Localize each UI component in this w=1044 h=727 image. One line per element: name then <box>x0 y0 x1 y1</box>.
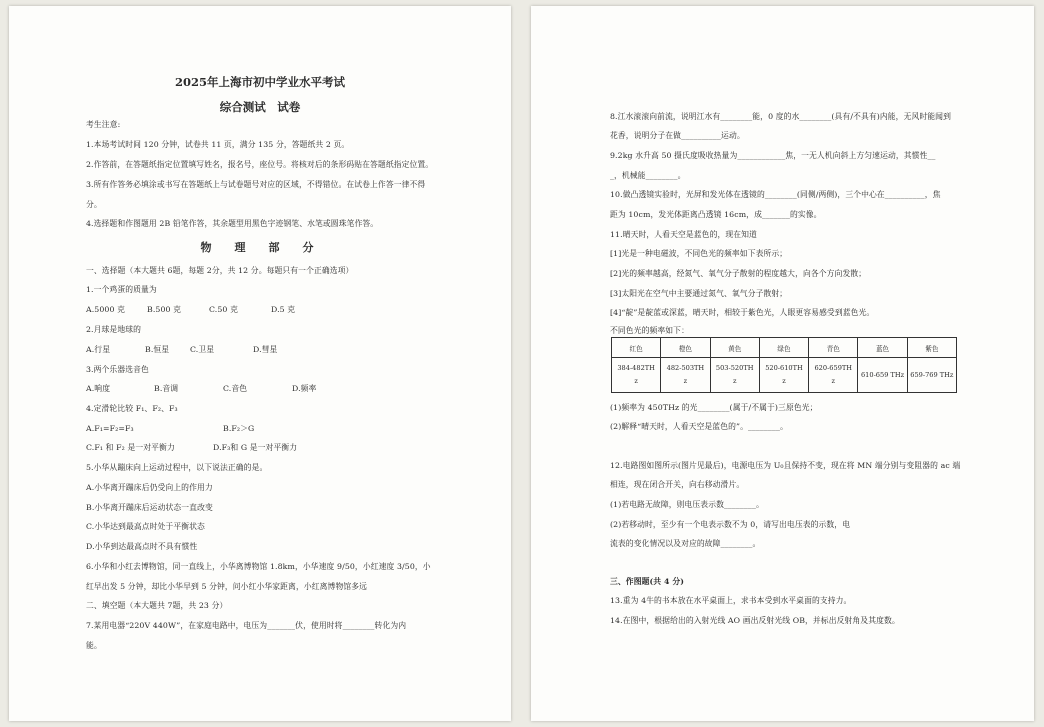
question-line: [4]“靛”是靛蓝或深蓝，晴天时，相较于紫色光，人眼更容易感受到蓝色光。 <box>610 308 875 317</box>
question-line: 相连，现在闭合开关，向右移动滑片。 <box>610 480 745 489</box>
question-line: 8.江水滚滚向前流，说明江水有________能，0 度的水________(具有/不具有)内能，无风时能闻到 <box>610 112 951 121</box>
option: B.音调 <box>154 384 179 393</box>
table-cell: 482-503TH z <box>661 358 710 393</box>
option: B.500 克 <box>147 305 182 314</box>
option: B.F₂＞G <box>223 424 255 433</box>
option: C.F₁ 和 F₂ 是一对平衡力 <box>86 443 175 452</box>
question-stem: 4.定滑轮比较 F₁、F₂、F₃ <box>86 404 178 413</box>
exam-title: 2025年上海市初中学业水平考试 <box>174 75 345 89</box>
table-header-cell: 青色 <box>809 338 858 358</box>
notice-header: 考生注意: <box>86 120 121 129</box>
question-line: 距为 10cm，发光体距离凸透镜 16cm，成_______的实像。 <box>610 210 822 219</box>
question-line: 花香，说明分子在做__________运动。 <box>610 131 745 140</box>
question-line: (2)解释“晴天时，人看天空是蓝色的”。________。 <box>610 422 788 431</box>
table-cell: 620-659TH z <box>809 358 858 393</box>
question-line: 12.电路图如图所示(图片见最后)，电源电压为 U₀且保持不变，现在将 MN 端分别与变阻器的 ac 端 <box>610 461 961 470</box>
question-line: [1]光是一种电磁波，不同色光的频率如下表所示； <box>610 249 788 258</box>
option: C.音色 <box>223 384 248 393</box>
option: D.彗星 <box>253 345 278 354</box>
exam-page-left <box>9 6 511 721</box>
question-line: 10.做凸透镜实验时，光屏和发光体在透镜的________(同侧/两侧)，三个中心在__________，焦 <box>610 190 941 199</box>
table-header-cell: 绿色 <box>759 338 808 358</box>
question-line: 11.晴天时，人看天空是蓝色的，现在知道 <box>610 230 757 239</box>
option: C.50 克 <box>209 305 238 314</box>
option: A.小华离开蹦床后仍受向上的作用力 <box>86 483 213 492</box>
option: C.卫星 <box>190 345 215 354</box>
question-line: (1)若电路无故障，则电压表示数________。 <box>610 500 764 509</box>
notice-line: 1.本场考试时间 120 分钟，试卷共 11 页，满分 135 分，答题纸共 2 页。 <box>86 140 350 149</box>
part2-header: 二、填空题（本大题共 7题，共 23 分） <box>86 601 228 610</box>
table-cell: 659-769 THz <box>907 358 956 393</box>
table-header-cell: 紫色 <box>907 338 956 358</box>
notice-line: 4.选择题和作图题用 2B 铅笔作答，其余题型用黑色字迹钢笔、水笔或圆珠笔作答。 <box>86 219 379 228</box>
option: B.小华离开蹦床后运动状态一直改变 <box>86 503 213 512</box>
question-stem: 1.一个鸡蛋的质量为 <box>86 285 157 294</box>
option: A.行星 <box>86 345 111 354</box>
question-stem: 5.小华从蹦床向上运动过程中，以下说法正确的是。 <box>86 463 268 472</box>
question-line: 13.重为 4牛的书本放在水平桌面上，求书本受到水平桌面的支持力。 <box>610 596 852 605</box>
exam-subtitle: 综合测试 试卷 <box>219 100 301 114</box>
question-line: (2)若移动时，至少有一个电表示数不为 0，请写出电压表的示数，电 <box>610 520 851 529</box>
part1-header: 一、选择题（本大题共 6题，每题 2分，共 12 分。每题只有一个正确选项） <box>86 266 354 275</box>
question-stem: 3.两个乐器选音色 <box>86 365 149 374</box>
question-line: [2]光的频率越高，经氮气、氧气分子散射的程度越大，向各个方向发散； <box>610 269 867 278</box>
table-cell: 610-659 THz <box>858 358 907 393</box>
exam-page-right <box>531 6 1034 721</box>
question-line: 能。 <box>86 641 102 650</box>
frequency-table <box>611 337 957 393</box>
notice-line: 2.作答前，在答题纸指定位置填写姓名，报名号，座位号。将核对后的条形码贴在答题纸指定位置。 <box>86 160 434 169</box>
question-line: 不同色光的频率如下： <box>610 326 689 335</box>
notice-line: 3.所有作答务必填涂或书写在答题纸上与试卷题号对应的区域，不得错位。在试卷上作答一律不得 <box>86 180 426 189</box>
section-title-physics: 物 理 部 分 <box>200 241 320 254</box>
option: A.5000 克 <box>86 305 126 314</box>
option: A.响度 <box>86 384 111 393</box>
question-line: 9.2kg 水升高 50 摄氏度吸收热量为____________焦，一无人机向斜上方匀速运动，其惯性__ <box>610 151 936 160</box>
table-cell: 503-520TH z <box>710 358 759 393</box>
question-line: [3]太阳光在空气中主要通过氮气、氧气分子散射； <box>610 289 788 298</box>
question-line: _，机械能________。 <box>610 171 686 180</box>
notice-line: 分。 <box>86 200 102 209</box>
option: C.小华达到最高点时处于平衡状态 <box>86 522 205 531</box>
question-line: 红早出发 5 分钟，却比小华早到 5 分钟，问小红小华家距离，小红离博物馆多远 <box>86 582 368 591</box>
question-line: 14.在图中，根据给出的入射光线 AO 画出反射光线 OB，并标出反射角及其度数。 <box>610 616 900 625</box>
option: D.5 克 <box>271 305 296 314</box>
table-header-cell: 蓝色 <box>858 338 907 358</box>
option: D.F₃和 G 是一对平衡力 <box>213 443 298 452</box>
question-line: (1)频率为 450THz 的光________(属于/不属于)三原色光； <box>610 403 818 412</box>
question-line: 6.小华和小红去博物馆，同一直线上，小华离博物馆 1.8km，小华速度 9/50，小红速度 3/50，小 <box>86 562 431 571</box>
table-header-cell: 黄色 <box>710 338 759 358</box>
option: D.小华到达最高点时不具有惯性 <box>86 542 198 551</box>
part3-header: 三、作图题(共 4 分) <box>610 577 685 586</box>
table-header-cell: 橙色 <box>661 338 710 358</box>
option: D.频率 <box>292 384 317 393</box>
option: B.恒星 <box>145 345 170 354</box>
question-line: 7.某用电器“220V 440W”，在家庭电路中，电压为_______伏，使用时将________转化为内 <box>86 621 407 630</box>
question-line: 流表的变化情况以及对应的故障________。 <box>610 539 761 548</box>
table-cell: 520-610TH z <box>759 358 808 393</box>
table-cell: 384-482TH z <box>612 358 661 393</box>
table-header-cell: 红色 <box>612 338 661 358</box>
question-stem: 2.月球是地球的 <box>86 325 142 334</box>
option: A.F₁=F₂=F₃ <box>86 424 134 433</box>
